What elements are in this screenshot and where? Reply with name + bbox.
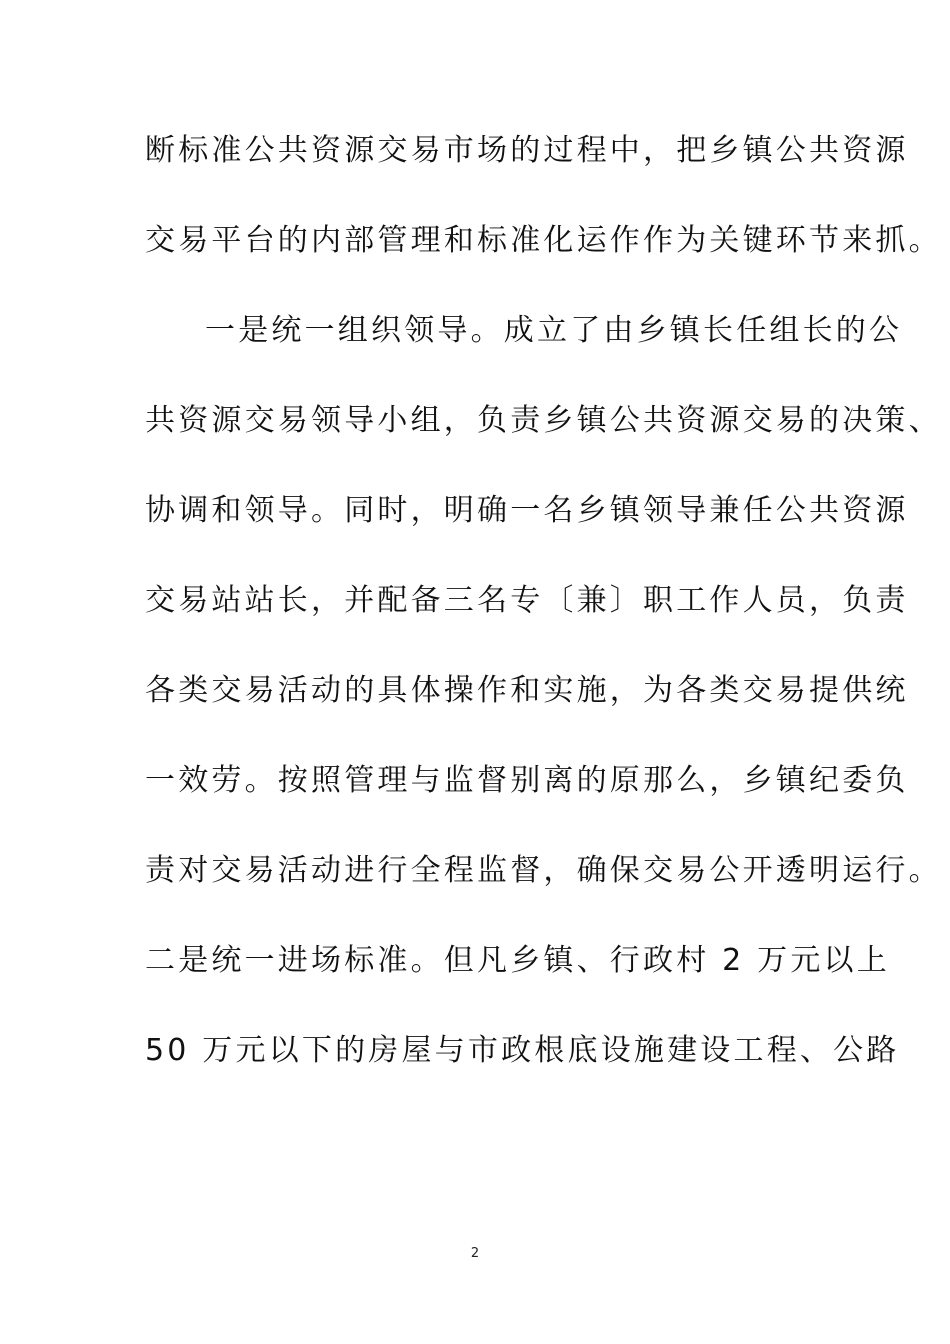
text-line-4: 共资源交易领导小组，负责乡镇公共资源交易的决策、 <box>145 403 942 438</box>
text-line-11: 50 万元以下的房屋与市政根底设施建设工程、公路 <box>145 1033 900 1068</box>
text-line-10: 二是统一进场标准。但凡乡镇、行政村 2 万元以上 <box>145 943 890 978</box>
text-line-9: 责对交易活动进行全程监督，确保交易公开透明运行。 <box>145 853 942 888</box>
page-number: 2 <box>470 1246 480 1261</box>
text-line-7: 各类交易活动的具体操作和实施，为各类交易提供统 <box>145 673 909 708</box>
text-line-8: 一效劳。按照管理与监督别离的原那么，乡镇纪委负 <box>145 763 909 798</box>
text-line-3: 一是统一组织领导。成立了由乡镇长任组长的公 <box>205 313 903 348</box>
text-line-2: 交易平台的内部管理和标准化运作作为关键环节来抓。 <box>145 223 942 258</box>
text-line-6: 交易站站长，并配备三名专〔兼〕职工作人员，负责 <box>145 583 909 618</box>
text-line-1: 断标准公共资源交易市场的过程中，把乡镇公共资源 <box>145 133 909 168</box>
text-line-5: 协调和领导。同时，明确一名乡镇领导兼任公共资源 <box>145 493 909 528</box>
